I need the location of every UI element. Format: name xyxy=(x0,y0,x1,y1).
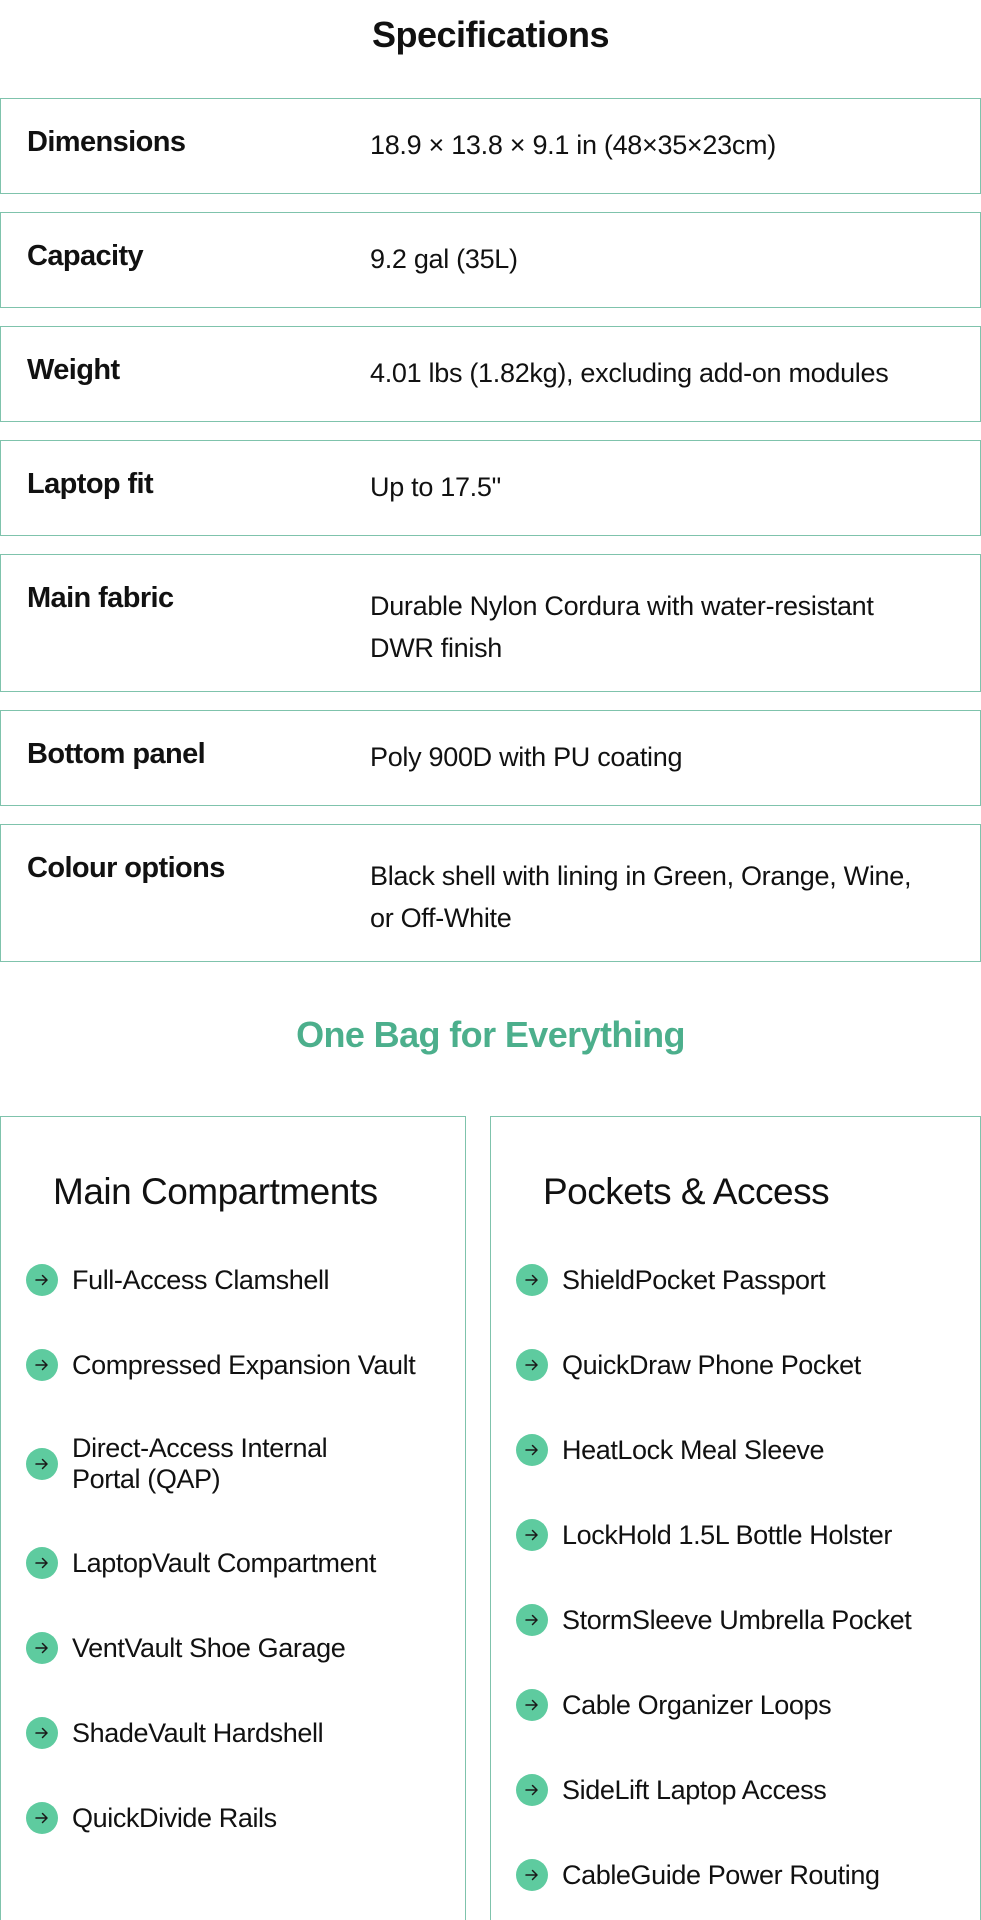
arrow-right-icon xyxy=(516,1604,548,1636)
feature-label: VentVault Shoe Garage xyxy=(72,1632,346,1663)
spec-row-bottom-panel xyxy=(0,710,981,806)
list-item xyxy=(26,1347,455,1383)
spec-value: Up to 17.5" xyxy=(370,472,501,502)
pockets-access-list xyxy=(516,1262,970,1920)
feature-label: LockHold 1.5L Bottle Holster xyxy=(562,1519,892,1550)
feature-label: StormSleeve Umbrella Pocket xyxy=(562,1604,912,1635)
list-item xyxy=(516,1857,970,1893)
arrow-right-icon xyxy=(516,1689,548,1721)
arrow-right-icon xyxy=(516,1434,548,1466)
list-item xyxy=(516,1432,970,1468)
feature-label: Compressed Expansion Vault xyxy=(72,1349,416,1380)
arrow-right-icon xyxy=(26,1547,58,1579)
list-item xyxy=(516,1517,970,1553)
list-item xyxy=(516,1687,970,1723)
arrow-right-icon xyxy=(26,1802,58,1834)
list-item xyxy=(516,1262,970,1298)
spec-row-laptop-fit xyxy=(0,440,981,536)
list-item xyxy=(516,1347,970,1383)
spec-label: Colour options xyxy=(27,852,225,884)
spec-value: 9.2 gal (35L) xyxy=(370,244,518,274)
feature-label: ShieldPocket Passport xyxy=(562,1264,826,1295)
feature-label: LaptopVault Compartment xyxy=(72,1547,376,1578)
spec-value: 18.9 × 13.8 × 9.1 in (48×35×23cm) xyxy=(370,130,776,160)
spec-value: Poly 900D with PU coating xyxy=(370,742,683,772)
spec-label: Dimensions xyxy=(27,126,186,158)
list-item xyxy=(26,1432,455,1496)
specifications-table xyxy=(0,98,981,980)
spec-row-dimensions xyxy=(0,98,981,194)
spec-label: Main fabric xyxy=(27,582,174,614)
spec-row-weight xyxy=(0,326,981,422)
arrow-right-icon xyxy=(516,1264,548,1296)
feature-label: QuickDivide Rails xyxy=(72,1802,277,1833)
feature-label: QuickDraw Phone Pocket xyxy=(562,1349,861,1380)
list-item xyxy=(516,1602,970,1638)
spec-label: Laptop fit xyxy=(27,468,154,500)
list-item xyxy=(516,1772,970,1808)
arrow-right-icon xyxy=(516,1859,548,1891)
spec-value: Durable Nylon Cordura with water-resistant DWR finish xyxy=(370,591,874,663)
main-compartments-title: Main Compartments xyxy=(53,1171,378,1212)
feature-label: Direct-Access Internal Portal (QAP) xyxy=(72,1433,328,1494)
spec-label: Bottom panel xyxy=(27,738,206,770)
main-compartments-card xyxy=(0,1116,466,1920)
feature-label: HeatLock Meal Sleeve xyxy=(562,1434,825,1465)
pockets-access-card xyxy=(490,1116,981,1920)
spec-label: Capacity xyxy=(27,240,144,272)
feature-label: ShadeVault Hardshell xyxy=(72,1717,324,1748)
spec-label: Weight xyxy=(27,354,120,386)
list-item xyxy=(26,1545,455,1581)
feature-label: Full-Access Clamshell xyxy=(72,1264,330,1295)
list-item xyxy=(26,1800,455,1836)
spec-row-colour-options xyxy=(0,824,981,962)
arrow-right-icon xyxy=(26,1717,58,1749)
feature-label: Cable Organizer Loops xyxy=(562,1689,832,1720)
features-heading: One Bag for Everything xyxy=(296,1014,685,1055)
pockets-access-title: Pockets & Access xyxy=(543,1171,830,1212)
arrow-right-icon xyxy=(516,1519,548,1551)
feature-label: CableGuide Power Routing xyxy=(562,1859,880,1890)
arrow-right-icon xyxy=(516,1349,548,1381)
spec-row-capacity xyxy=(0,212,981,308)
arrow-right-icon xyxy=(516,1774,548,1806)
main-compartments-list xyxy=(26,1262,455,1885)
arrow-right-icon xyxy=(26,1448,58,1480)
spec-row-main-fabric xyxy=(0,554,981,692)
specifications-heading: Specifications xyxy=(371,14,610,55)
spec-value: 4.01 lbs (1.82kg), excluding add-on modules xyxy=(370,358,889,388)
spec-value: Black shell with lining in Green, Orange, Wine, or Off-White xyxy=(370,861,912,933)
list-item xyxy=(26,1262,455,1298)
feature-label: SideLift Laptop Access xyxy=(562,1774,827,1805)
list-item xyxy=(26,1715,455,1751)
arrow-right-icon xyxy=(26,1264,58,1296)
arrow-right-icon xyxy=(26,1349,58,1381)
arrow-right-icon xyxy=(26,1632,58,1664)
list-item xyxy=(26,1630,455,1666)
